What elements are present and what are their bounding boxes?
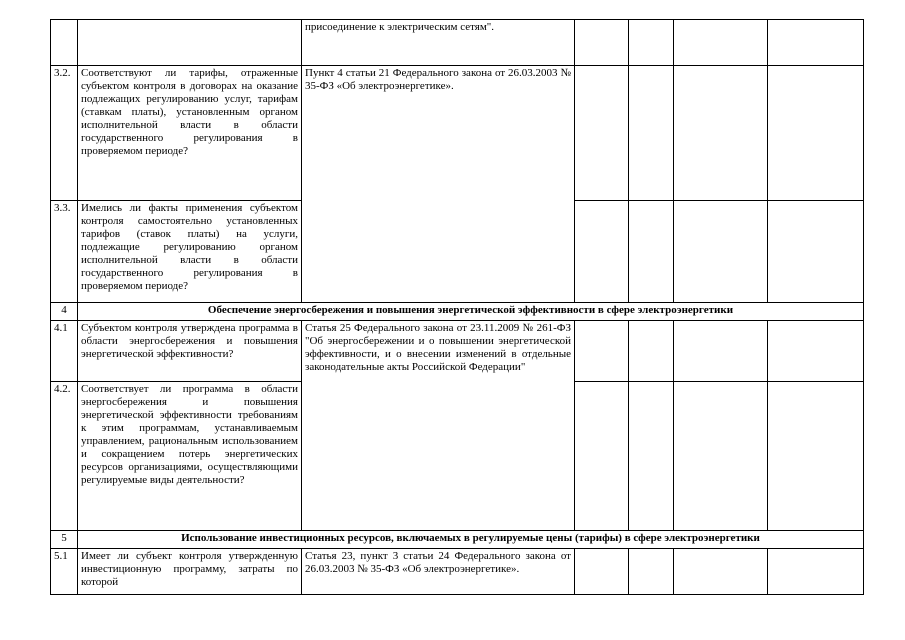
question-cell: Соответствуют ли тарифы, отраженные субъектом контроля в договорах на оказание подлежащих регулированию услуг, тарифам (ставкам платы), установленным органом исполнительной власти в области государственного регулирования в проверяемом периоде?: [78, 66, 302, 201]
answer-cell: [768, 201, 864, 303]
answer-cell: [575, 66, 629, 201]
answer-cell: [629, 382, 674, 531]
question-cell: Субъектом контроля утверждена программа в области энергосбережения и повышения энергетической эффективности?: [78, 321, 302, 382]
row-number: 3.3.: [51, 201, 78, 303]
question-cell: Имелись ли факты применения субъектом контроля самостоятельно установленных тарифов (ставок платы) на услуги, подлежащие регулированию органом исполнительной власти в области государственного регулирования в проверяемом периоде?: [78, 201, 302, 303]
answer-cell: [575, 321, 629, 382]
answer-cell: [575, 20, 629, 66]
section-title: Обеспечение энергосбережения и повышения энергетической эффективности в сфере электроэнергетики: [78, 303, 864, 321]
answer-cell: [674, 201, 768, 303]
section-header-row: [51, 531, 864, 549]
reference-cell: Пункт 4 статьи 21 Федерального закона от 26.03.2003 № 35-ФЗ «Об электроэнергетике».: [302, 66, 575, 303]
answer-cell: [629, 201, 674, 303]
question-cell: [78, 20, 302, 66]
answer-cell: [629, 321, 674, 382]
section-number: 4: [51, 303, 78, 321]
section-title: Использование инвестиционных ресурсов, включаемых в регулируемые цены (тарифы) в сфере электроэнергетики: [78, 531, 864, 549]
answer-cell: [674, 321, 768, 382]
answer-cell: [768, 321, 864, 382]
table-row: [51, 321, 864, 382]
table-row: [51, 549, 864, 595]
question-cell: Соответствует ли программа в области энергосбережения и повышения энергетической эффективности требованиям к этим программам, устанавливаемым управлением, рациональным использованием и сокращением потерь энергетических ресурсов организациями, осуществляющими регулируемые виды деятельности?: [78, 382, 302, 531]
row-number: 3.2.: [51, 66, 78, 201]
answer-cell: [575, 549, 629, 595]
reference-cell: присоединение к электрическим сетям".: [302, 20, 575, 66]
table-row: [51, 66, 864, 201]
section-header-row: [51, 303, 864, 321]
answer-cell: [674, 66, 768, 201]
checklist-table: [50, 19, 864, 595]
answer-cell: [629, 549, 674, 595]
answer-cell: [629, 20, 674, 66]
answer-cell: [768, 382, 864, 531]
answer-cell: [768, 20, 864, 66]
section-number: 5: [51, 531, 78, 549]
row-number: [51, 20, 78, 66]
answer-cell: [768, 66, 864, 201]
question-cell: Имеет ли субъект контроля утвержденную инвестиционную программу, затраты по которой: [78, 549, 302, 595]
table-row: [51, 20, 864, 66]
answer-cell: [575, 201, 629, 303]
row-number: 4.2.: [51, 382, 78, 531]
answer-cell: [575, 382, 629, 531]
reference-cell: Статья 23, пункт 3 статьи 24 Федерального закона от 26.03.2003 № 35-ФЗ «Об электроэнергетике».: [302, 549, 575, 595]
answer-cell: [768, 549, 864, 595]
answer-cell: [674, 382, 768, 531]
answer-cell: [629, 66, 674, 201]
reference-cell: Статья 25 Федерального закона от 23.11.2009 № 261-ФЗ "Об энергосбережении и о повышении энергетической эффективности, и о внесении изменений в отдельные законодательные акты Российской Федерации": [302, 321, 575, 531]
answer-cell: [674, 20, 768, 66]
row-number: 4.1: [51, 321, 78, 382]
answer-cell: [674, 549, 768, 595]
row-number: 5.1: [51, 549, 78, 595]
